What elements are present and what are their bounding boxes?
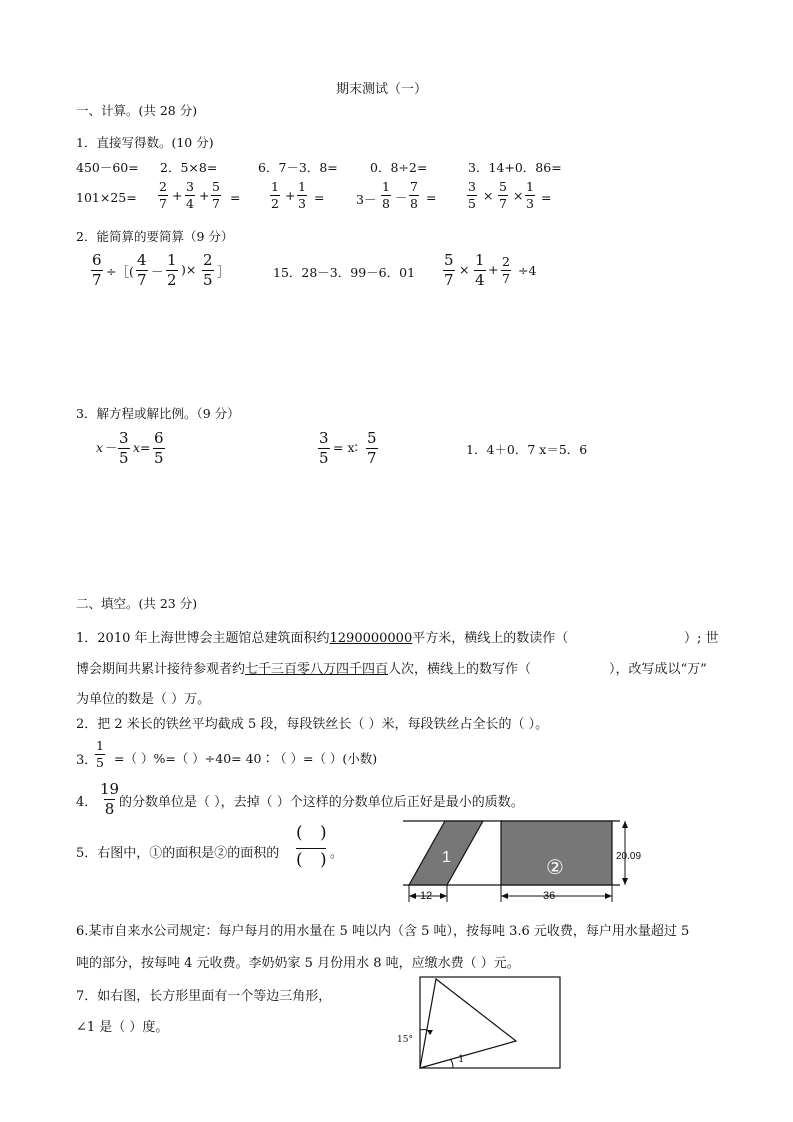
base-1-label: 12: [420, 890, 433, 902]
height-label: 20.09: [616, 851, 642, 862]
angle-15-label: 15°: [397, 1035, 413, 1045]
fraction: $\frac{1}{2}$: [271, 179, 279, 211]
expression-part: x=: [133, 440, 151, 455]
q2-heading: 2．能简算的要简算（9 分）: [76, 229, 234, 244]
fraction: $\frac{6}{7}$: [92, 251, 102, 289]
operator: ×: [459, 262, 470, 277]
fill-q1-line3: 为单位的数是（ ）万。: [76, 692, 211, 707]
equals: =: [541, 190, 552, 205]
answer-blank-fraction: [296, 823, 333, 875]
operator: －: [395, 190, 408, 205]
fill-q1-line2-end: ），改写成以“万”: [609, 662, 707, 677]
fraction: $\frac{4}{7}$: [137, 251, 147, 289]
fraction-bar: [296, 848, 326, 849]
fraction: $\frac{3}{5}$: [119, 429, 129, 467]
fill-q5-period: 。: [330, 846, 344, 861]
fraction: $\frac{5}{7}$: [367, 429, 377, 467]
q1-item-c: 6．7－3．8=: [258, 160, 338, 175]
fraction: $\frac{5}{7}$: [444, 251, 454, 289]
fraction: $\frac{6}{5}$: [154, 429, 164, 467]
angle-1-label: 1: [458, 1054, 465, 1065]
section-1-heading: 一、计算。(共 28 分): [76, 103, 198, 118]
q3-item-c: 1．4＋0．7 x＝5．6: [466, 442, 588, 457]
fill-q5-text: 5．右图中，①的面积是②的面积的: [76, 846, 280, 861]
answer-blank-denominator: ( ): [296, 850, 333, 870]
fraction: $\frac{2}{7}$: [159, 179, 167, 211]
fraction: $\frac{1}{8}$: [382, 179, 390, 211]
fill-q6-line1: 6.某市自来水公司规定：每户每月的用水量在 5 吨以内（含 5 吨），按每吨 3.6 元收费，每户用水量超过 5: [76, 924, 690, 939]
shape-2-label: ②: [546, 857, 564, 879]
fill-q3-rest: =（ ）%=（ ）÷40= 40∶（ ）=（ ）(小数): [114, 751, 378, 766]
page-title: 期末测试（一）: [336, 82, 428, 97]
q1-item-b: 2．5×8=: [160, 160, 218, 175]
expression-part: ÷［(: [106, 264, 134, 279]
q1-heading: 1．直接写得数。(10 分): [76, 135, 214, 150]
fill-q6-line2: 吨的部分，按每吨 4 元收费。李奶奶家 5 月份用水 8 吨，应缴水费（ ）元。: [76, 956, 520, 971]
base-2-label: 36: [543, 890, 556, 902]
fraction: $\frac{1}{3}$: [298, 179, 306, 211]
operator: +: [285, 188, 296, 203]
operator: －: [105, 440, 118, 455]
text: 人次，横线上的数写作（: [388, 662, 532, 677]
operator: +: [199, 188, 210, 203]
q1-item-d: 0．8÷2=: [370, 160, 428, 175]
fill-q4-prefix: 4．: [76, 795, 98, 810]
operator: ×: [483, 188, 494, 203]
q1-item-a: 450－60=: [76, 160, 139, 175]
fill-q7-line1: 7．如右图，长方形里面有一个等边三角形，: [76, 989, 332, 1004]
text: 平方米，横线上的数读作（: [412, 631, 569, 646]
fill-q1-line1-end: ）; 世: [684, 631, 719, 646]
expression-part: = x∶: [333, 440, 358, 455]
fill-q4-rest: 的分数单位是（ ），去掉（ ）个这样的分数单位后正好是最小的质数。: [119, 795, 524, 810]
section-2-heading: 二、填空。(共 23 分): [76, 596, 198, 611]
fraction: $\frac{3}{5}$: [319, 429, 329, 467]
q1-item-e: 3．14+0．86=: [468, 160, 562, 175]
fraction: $\frac{1}{4}$: [475, 251, 485, 289]
fill-q7-line2: ∠1 是（ ）度。: [76, 1020, 169, 1035]
variable: x: [96, 440, 104, 455]
outer-rectangle: [420, 977, 560, 1068]
fraction: $\frac{2}{5}$: [203, 251, 213, 289]
fill-q1-line2: [76, 658, 531, 677]
expression-part: ］: [217, 264, 230, 279]
fill-q2: 2．把 2 米长的铁丝平均截成 5 段，每段铁丝长（ ）米，每段铁丝占全长的（ ）。: [76, 717, 549, 732]
equals: =: [426, 190, 437, 205]
equals: =: [314, 190, 325, 205]
operator: ×: [513, 188, 524, 203]
fraction: $\frac{3}{5}$: [468, 179, 476, 211]
expression-part: ÷4: [518, 263, 537, 278]
shape-1-label: 1: [442, 849, 451, 866]
fraction: $\frac{7}{8}$: [410, 179, 418, 211]
fraction: $\frac{19}{8}$: [100, 780, 120, 818]
equilateral-triangle: [420, 979, 516, 1068]
q3-heading: 3．解方程或解比例。（9 分）: [76, 406, 240, 421]
underlined-number: 七千三百零八万四千四百: [245, 662, 389, 677]
text: 博会期间共累计接待参观者约: [76, 662, 246, 677]
operator: －: [151, 264, 164, 279]
q1-item-i-prefix: 3－: [356, 192, 377, 207]
fraction: $\frac{3}{4}$: [186, 179, 194, 211]
fraction: $\frac{5}{7}$: [499, 179, 507, 211]
fill-q1-line1: [76, 627, 568, 646]
underlined-number: 1290000000: [329, 631, 413, 646]
fraction: $\frac{1}{5}$: [96, 738, 104, 770]
fraction: $\frac{2}{7}$: [502, 254, 510, 286]
equals: =: [230, 190, 241, 205]
expression-part: )×: [181, 262, 197, 277]
text: 1．2010 年上海世博会主题馆总建筑面积约: [76, 631, 330, 646]
operator: +: [172, 188, 183, 203]
triangle-figure: [393, 972, 563, 1072]
fill-q3-prefix: 3．: [76, 753, 98, 768]
answer-blank-numerator: ( ): [296, 823, 333, 843]
fraction: $\frac{5}{7}$: [212, 179, 220, 211]
fraction: $\frac{1}{3}$: [526, 179, 534, 211]
q1-item-f: 101×25=: [76, 190, 137, 205]
q2-item-b: 15．28－3．99－6．01: [273, 265, 416, 280]
operator: +: [488, 262, 499, 277]
fraction: $\frac{1}{2}$: [167, 251, 177, 289]
area-figure: [395, 814, 645, 904]
